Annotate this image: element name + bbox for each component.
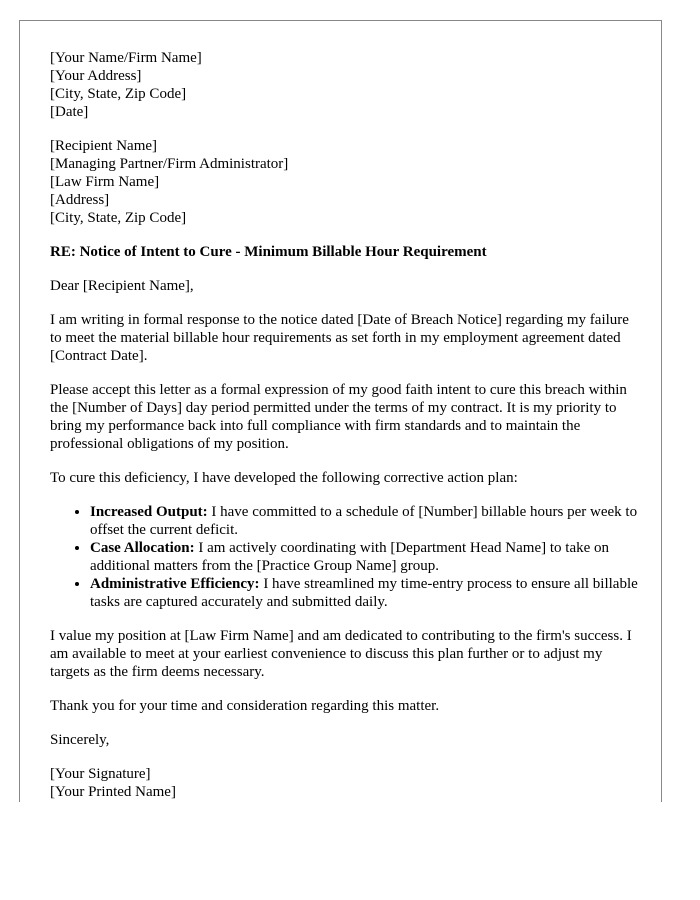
- body-paragraph-3: To cure this deficiency, I have developed the following corrective action plan:: [50, 470, 518, 486]
- recipient-block: [50, 137, 640, 227]
- recipient-address: [Address]: [50, 192, 110, 208]
- recipient-name: [Recipient Name]: [50, 138, 158, 154]
- signature-line: [Your Signature]: [50, 766, 151, 782]
- list-item-text: I am actively coordinating with [Department Head Name] to take on additional matters from the [Practice Group Name] group.: [90, 540, 610, 574]
- subject-line: RE: Notice of Intent to Cure - Minimum Billable Hour Requirement: [50, 244, 487, 260]
- letter-page: [19, 20, 662, 802]
- recipient-firm: [Law Firm Name]: [50, 174, 160, 190]
- sender-name: [Your Name/Firm Name]: [50, 50, 202, 66]
- list-item-text: I have committed to a schedule of [Number] billable hours per week to offset the current deficit.: [90, 504, 638, 538]
- closing-paragraph-2: Thank you for your time and consideration regarding this matter.: [50, 698, 440, 714]
- body-paragraph-2: Please accept this letter as a formal expression of my good faith intent to cure this breach within the [Number of Days] day period permitted under the terms of my contract. It is my priority to bring my performance back into full compliance with firm standards and to maintain the professional obligations of my position.: [50, 382, 627, 452]
- sender-address: [Your Address]: [50, 68, 142, 84]
- list-item-term: Administrative Efficiency:: [90, 576, 260, 592]
- sender-block: [50, 49, 640, 121]
- recipient-city-state-zip: [City, State, Zip Code]: [50, 210, 187, 226]
- sender-city-state-zip: [City, State, Zip Code]: [50, 86, 187, 102]
- letter-content: [50, 49, 640, 801]
- list-item-term: Case Allocation:: [90, 540, 195, 556]
- printed-name: [Your Printed Name]: [50, 784, 176, 800]
- salutation: Dear [Recipient Name],: [50, 278, 194, 294]
- signature-block: [50, 765, 640, 801]
- action-plan-list: [50, 503, 640, 611]
- list-item: [90, 503, 640, 539]
- list-item: [90, 539, 640, 575]
- closing-paragraph-1: I value my position at [Law Firm Name] and am dedicated to contributing to the firm's success. I am available to meet at your earliest convenience to discuss this plan further or to adjust my targets as the firm deems necessary.: [50, 628, 632, 680]
- valediction: Sincerely,: [50, 732, 110, 748]
- list-item: [90, 575, 640, 611]
- letter-date: [Date]: [50, 104, 89, 120]
- list-item-term: Increased Output:: [90, 504, 208, 520]
- body-paragraph-1: I am writing in formal response to the notice dated [Date of Breach Notice] regarding my failure to meet the material billable hour requirements as set forth in my employment agreement dated [Contract Date].: [50, 312, 629, 364]
- list-item-text: I have streamlined my time-entry process to ensure all billable tasks are captured accurately and submitted daily.: [90, 576, 638, 610]
- recipient-title: [Managing Partner/Firm Administrator]: [50, 156, 289, 172]
